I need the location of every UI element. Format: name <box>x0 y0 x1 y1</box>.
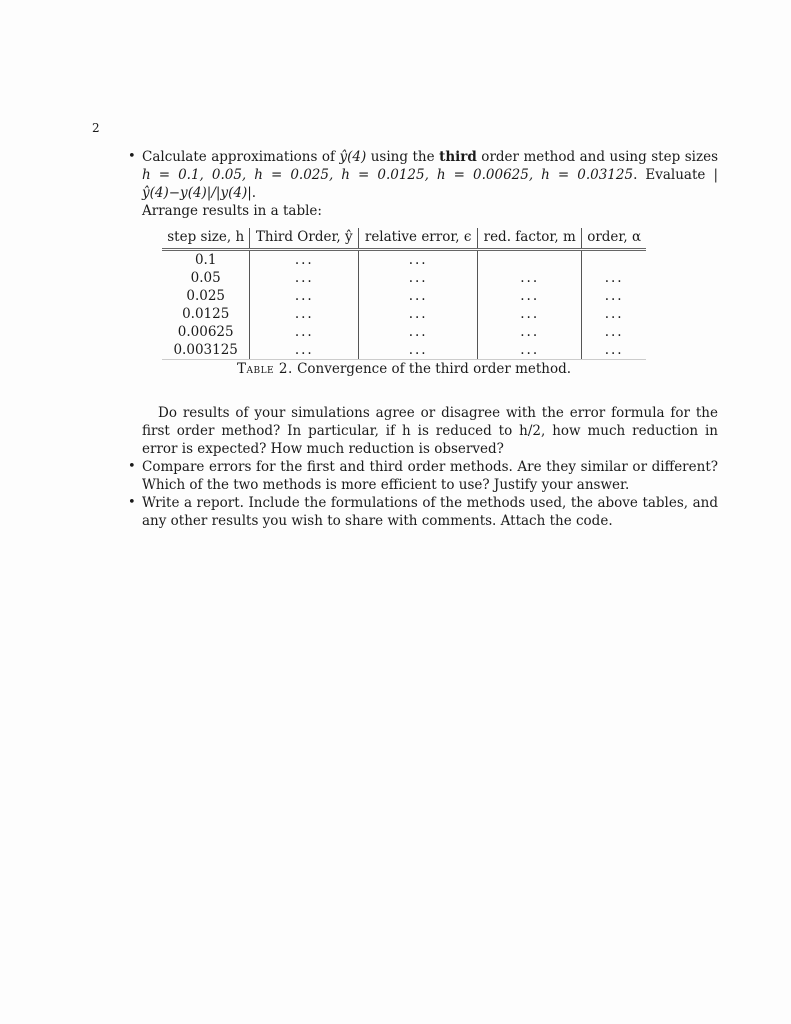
bullet1-yhat: ŷ(4) <box>339 149 367 165</box>
table-row <box>162 269 646 287</box>
table-cell: 0.0125 <box>162 305 250 323</box>
table-row <box>162 323 646 341</box>
bullet-dot: • <box>128 495 136 510</box>
table-cell: ... <box>250 341 359 360</box>
convergence-table <box>162 228 646 360</box>
table-cell: ... <box>250 287 359 305</box>
col-header-red-factor: red. factor, m <box>478 228 582 250</box>
table-cell: ... <box>250 305 359 323</box>
table-caption-text: Convergence of the third order method. <box>292 361 572 377</box>
col-header-order: order, α <box>582 228 646 250</box>
table-cell: ... <box>478 269 582 287</box>
table-cell: ... <box>478 287 582 305</box>
table-caption-label: Table 2. <box>236 361 293 377</box>
bullet1-evaluate: . Evaluate <box>633 167 714 183</box>
table-cell: ... <box>604 270 624 286</box>
table-cell: ... <box>604 306 624 322</box>
bullet-dot: • <box>128 149 136 164</box>
question-paragraph <box>124 404 718 458</box>
table-cell <box>582 250 646 270</box>
table-cell: ... <box>359 305 478 323</box>
bullet1-steps: h = 0.1, 0.05, h = 0.025, h = 0.0125, h = 0.00625, h = 0.03125 <box>142 167 634 183</box>
table-cell: ... <box>478 341 582 360</box>
table-cell: ... <box>604 288 624 304</box>
col-header-third-order: Third Order, ŷ <box>250 228 359 250</box>
bullet2-text: Compare errors for the first and third order methods. Are they similar or different? Which of the two methods is more efficient to use? Justify your answer. <box>142 459 718 493</box>
bullet1-after-bold: order method and using step sizes <box>476 149 718 165</box>
table-cell: ... <box>250 269 359 287</box>
table-row <box>162 341 646 360</box>
bullet1-bold: third <box>439 149 477 165</box>
paragraph-text: Do results of your simulations agree or disagree with the error formula for the first order method? In particular, if h is reduced to h/2, how much reduction in error is expected? How much reduction is observed? <box>142 405 718 457</box>
table-row <box>162 305 646 323</box>
document-body <box>124 148 718 530</box>
table-cell: 0.00625 <box>162 323 250 341</box>
table-cell: ... <box>359 323 478 341</box>
table-cell <box>478 250 582 270</box>
table-cell: ... <box>604 324 624 340</box>
bullet1-intro: Calculate approximations of <box>142 149 340 165</box>
table-cell: ... <box>250 323 359 341</box>
table-cell: ... <box>478 305 582 323</box>
col-header-step-size: step size, h <box>162 228 250 250</box>
table-cell: ... <box>478 323 582 341</box>
bullet-dot: • <box>128 459 136 474</box>
table-cell: ... <box>250 250 359 270</box>
bullet3-text: Write a report. Include the formulations of the methods used, the above tables, and any other results you wish to share with comments. Attach the code. <box>142 495 718 529</box>
bullet-item-calculate <box>124 148 718 220</box>
table-cell: 0.003125 <box>162 341 250 360</box>
table-header-row <box>162 228 646 250</box>
page-number: 2 <box>92 121 100 135</box>
table-cell: ... <box>359 269 478 287</box>
bullet1-mid: using the <box>366 149 440 165</box>
bullet-item-compare <box>124 458 718 494</box>
table-cell: 0.1 <box>162 250 250 270</box>
table-cell: 0.025 <box>162 287 250 305</box>
table-caption <box>162 360 646 378</box>
bullet1-end: . <box>251 185 257 201</box>
convergence-table-block <box>162 228 646 378</box>
table-cell: ... <box>359 287 478 305</box>
table-row <box>162 250 646 270</box>
table-cell: ... <box>359 341 478 360</box>
table-cell: ... <box>582 341 646 360</box>
table-cell: ... <box>359 250 478 270</box>
col-header-relative-error: relative error, ϵ <box>359 228 478 250</box>
table-cell: 0.05 <box>162 269 250 287</box>
bullet1-formula: |ŷ(4)−y(4)|/|y(4)| <box>142 167 718 201</box>
table-row <box>162 287 646 305</box>
bullet1-line3: Arrange results in a table: <box>142 203 322 219</box>
bullet-item-report <box>124 494 718 530</box>
